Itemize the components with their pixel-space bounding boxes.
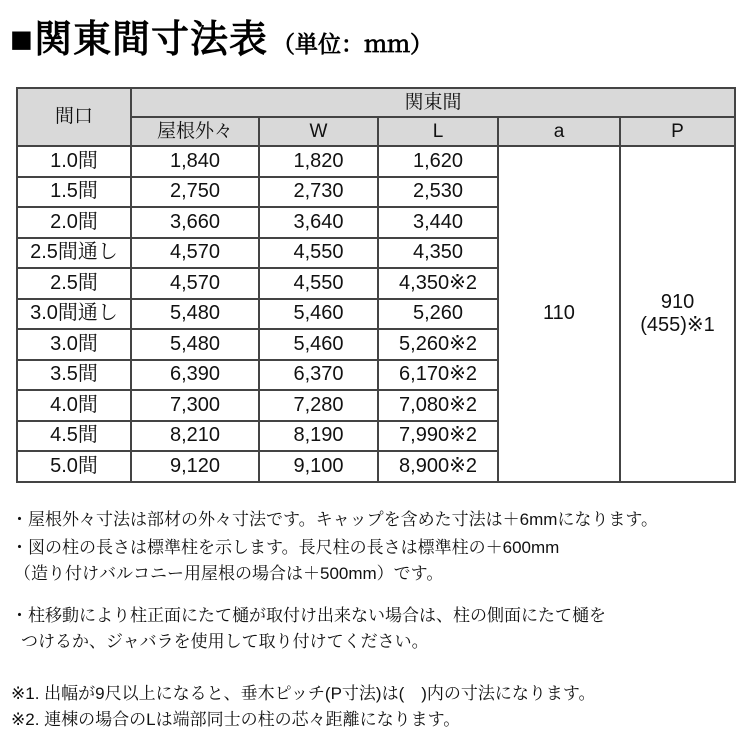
cell-label: 5.0間 <box>17 451 131 482</box>
header-maguchi: 間口 <box>17 88 131 146</box>
cell-yane: 6,390 <box>131 360 259 391</box>
cell-yane: 8,210 <box>131 421 259 452</box>
cell-l: 5,260※2 <box>378 329 498 360</box>
cell-w: 5,460 <box>259 329 378 360</box>
header-row-group <box>17 88 735 117</box>
header-kantoma: 関東間 <box>131 88 735 117</box>
cell-l: 4,350 <box>378 238 498 269</box>
cell-yane: 1,840 <box>131 146 259 177</box>
cell-yane: 3,660 <box>131 207 259 238</box>
cell-a-merged: 110 <box>498 146 620 482</box>
page-title-text: ■関東間寸法表 <box>10 19 268 61</box>
header-l: L <box>378 117 498 146</box>
table-row <box>17 146 735 177</box>
cell-label: 3.0間 <box>17 329 131 360</box>
note-pillar-move-2: つけるか、ジャバラを使用して取り付けてください。 <box>21 632 429 651</box>
note-pillar-length-1: ・図の柱の長さは標準柱を示します。長尺柱の長さは標準柱の＋600mm <box>11 538 560 557</box>
header-a: a <box>498 117 620 146</box>
cell-yane: 5,480 <box>131 299 259 330</box>
cell-label: 3.0間通し <box>17 299 131 330</box>
cell-l: 4,350※2 <box>378 268 498 299</box>
cell-yane: 4,570 <box>131 268 259 299</box>
cell-yane: 4,570 <box>131 238 259 269</box>
note-roof-dimension: ・屋根外々寸法は部材の外々寸法です。キャップを含めた寸法は＋6mmになります。 <box>11 510 659 529</box>
cell-w: 4,550 <box>259 238 378 269</box>
cell-label: 2.0間 <box>17 207 131 238</box>
cell-w: 2,730 <box>259 177 378 208</box>
cell-yane: 9,120 <box>131 451 259 482</box>
cell-yane: 7,300 <box>131 390 259 421</box>
note-pillar-move-1: ・柱移動により柱正面にたて樋が取付け出来ない場合は、柱の側面にたて樋を <box>11 606 606 625</box>
cell-yane: 2,750 <box>131 177 259 208</box>
header-w: W <box>259 117 378 146</box>
page-title-unit: （単位：ｍｍ） <box>271 31 433 57</box>
cell-label: 4.0間 <box>17 390 131 421</box>
cell-p-merged <box>620 146 735 482</box>
footnote-2: ※2. 連棟の場合のLは端部同士の柱の芯々距離になります。 <box>11 710 461 729</box>
cell-label: 3.5間 <box>17 360 131 391</box>
cell-l: 8,900※2 <box>378 451 498 482</box>
cell-l: 6,170※2 <box>378 360 498 391</box>
cell-w: 5,460 <box>259 299 378 330</box>
cell-l: 5,260 <box>378 299 498 330</box>
cell-w: 7,280 <box>259 390 378 421</box>
cell-w: 1,820 <box>259 146 378 177</box>
cell-w: 3,640 <box>259 207 378 238</box>
cell-l: 7,990※2 <box>378 421 498 452</box>
cell-w: 6,370 <box>259 360 378 391</box>
cell-label: 2.5間通し <box>17 238 131 269</box>
cell-label: 1.5間 <box>17 177 131 208</box>
cell-w: 8,190 <box>259 421 378 452</box>
p-value-line2: (455)※1 <box>640 313 715 336</box>
footnote-1: ※1. 出幅が9尺以上になると、垂木ピッチ(P寸法)は( )内の寸法になります。 <box>11 684 596 703</box>
p-value-line1: 910 <box>660 290 695 313</box>
cell-l: 3,440 <box>378 207 498 238</box>
cell-w: 4,550 <box>259 268 378 299</box>
cell-w: 9,100 <box>259 451 378 482</box>
cell-label: 4.5間 <box>17 421 131 452</box>
note-pillar-length-2: （造り付けバルコニー用屋根の場合は＋500mm）です。 <box>14 564 444 583</box>
cell-l: 2,530 <box>378 177 498 208</box>
cell-label: 1.0間 <box>17 146 131 177</box>
page-title <box>10 8 433 63</box>
cell-l: 1,620 <box>378 146 498 177</box>
cell-yane: 5,480 <box>131 329 259 360</box>
header-p: P <box>620 117 735 146</box>
cell-label: 2.5間 <box>17 268 131 299</box>
kanto-dimension-table <box>16 87 736 483</box>
cell-l: 7,080※2 <box>378 390 498 421</box>
header-yane: 屋根外々 <box>131 117 259 146</box>
